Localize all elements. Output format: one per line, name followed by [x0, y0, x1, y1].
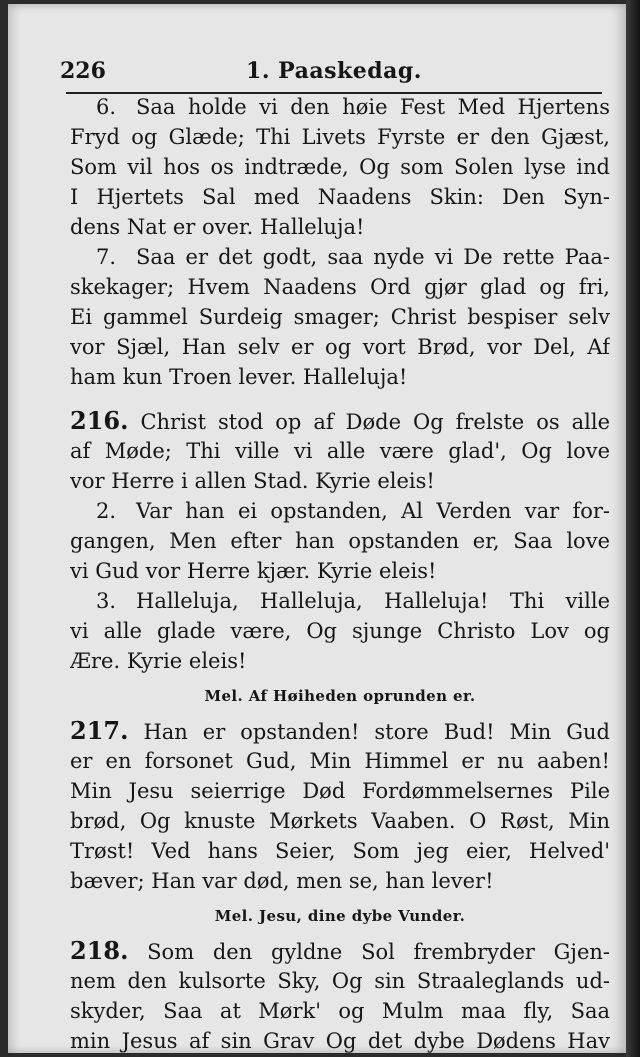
- verse-line: vi alle glade være, Og sjunge Christo Lov og: [70, 619, 610, 643]
- verse-line: vor Sjæl, Han selv er og vort Brød, vor Del, Af: [70, 335, 610, 359]
- verse-line: Fryd og Glæde; Thi Livets Fyrste er den Gjæst,: [70, 125, 610, 149]
- book-page: [8, 4, 626, 1053]
- verse-line: Som vil hos os indtræde, Og som Solen lyse ind: [70, 155, 610, 179]
- verse-line: ham kun Troen lever. Halleluja!: [70, 365, 408, 389]
- hymn-218: [70, 896, 610, 1056]
- verse-number: 3.: [96, 589, 117, 613]
- verse-line: 3. Halleluja, Halleluja, Halleluja! Thi ville: [70, 586, 610, 616]
- melody-note: Mel. Jesu, dine dybe Vunder.: [214, 907, 466, 925]
- verse-line: vor Herre i allen Stad. Kyrie eleis!: [70, 469, 435, 493]
- verse-line: 216. Christ stod op af Døde Og frelste os alle: [70, 406, 610, 435]
- verse-number: 2.: [96, 499, 117, 523]
- hymn-number: 217.: [70, 716, 129, 745]
- hymn-217: [70, 676, 610, 896]
- verse-line: 217. Han er opstanden! store Bud! Min Gud: [70, 716, 610, 745]
- verse-line: dens Nat er over. Halleluja!: [70, 215, 365, 239]
- page-edge-shadow: [626, 0, 640, 1057]
- verse-line: 218. Som den gyldne Sol frembryder Gjen-: [70, 936, 610, 965]
- verse-line: skyder, Saa at Mørk' og Mulm maa fly, Saa: [70, 999, 610, 1023]
- verse-line: skekager; Hvem Naadens Ord gjør glad og fri,: [70, 275, 610, 299]
- verse-line: brød, Og knuste Mørkets Vaaben. O Røst, Min: [70, 809, 610, 833]
- page-header: [60, 58, 608, 92]
- verse-number: 6.: [96, 95, 117, 119]
- hymn-215-verse-6: [70, 92, 610, 242]
- verse-line: nem den kulsorte Sky, Og sin Straaleglands ud-: [70, 969, 610, 993]
- page-number: 226: [60, 58, 106, 84]
- running-head: 1. Paaskedag.: [246, 58, 422, 84]
- verse-line: 6. Saa holde vi den høie Fest Med Hjertens: [70, 92, 610, 122]
- verse-number: 7.: [96, 245, 117, 269]
- verse-line: vi Gud vor Herre kjær. Kyrie eleis!: [70, 559, 437, 583]
- melody-note: Mel. Af Høiheden oprunden er.: [204, 687, 476, 705]
- verse-line: Ære. Kyrie eleis!: [70, 649, 247, 673]
- verse-line: bæver; Han var død, men se, han lever!: [70, 869, 494, 893]
- verse-line: I Hjertets Sal med Naadens Skin: Den Syn-: [70, 185, 610, 209]
- hymn-215-verse-7: [70, 242, 610, 392]
- verse-line: Trøst! Ved hans Seier, Som jeg eier, Helved': [70, 839, 610, 863]
- spacer: [70, 392, 610, 406]
- verse-line: min Jesus af sin Grav Og det dybe Dødens Hav: [70, 1029, 610, 1053]
- hymn-216: [70, 406, 610, 676]
- verse-line: Ei gammel Surdeig smager; Christ bespiser selv: [70, 305, 610, 329]
- verse-line: 2. Var han ei opstanden, Al Verden var for-: [70, 496, 610, 526]
- hymn-number: 218.: [70, 936, 129, 965]
- verse-line: 7. Saa er det godt, saa nyde vi De rette Paa-: [70, 242, 610, 272]
- verse-line: gangen, Men efter han opstanden er, Saa love: [70, 529, 610, 553]
- hymn-number: 216.: [70, 406, 129, 435]
- page-text: [70, 92, 610, 1056]
- verse-line: er en forsonet Gud, Min Himmel er nu aaben!: [70, 749, 610, 773]
- verse-line: Min Jesu seierrige Død Fordømmelsernes Pile: [70, 779, 610, 803]
- verse-line: af Møde; Thi ville vi alle være glad', Og love: [70, 439, 610, 463]
